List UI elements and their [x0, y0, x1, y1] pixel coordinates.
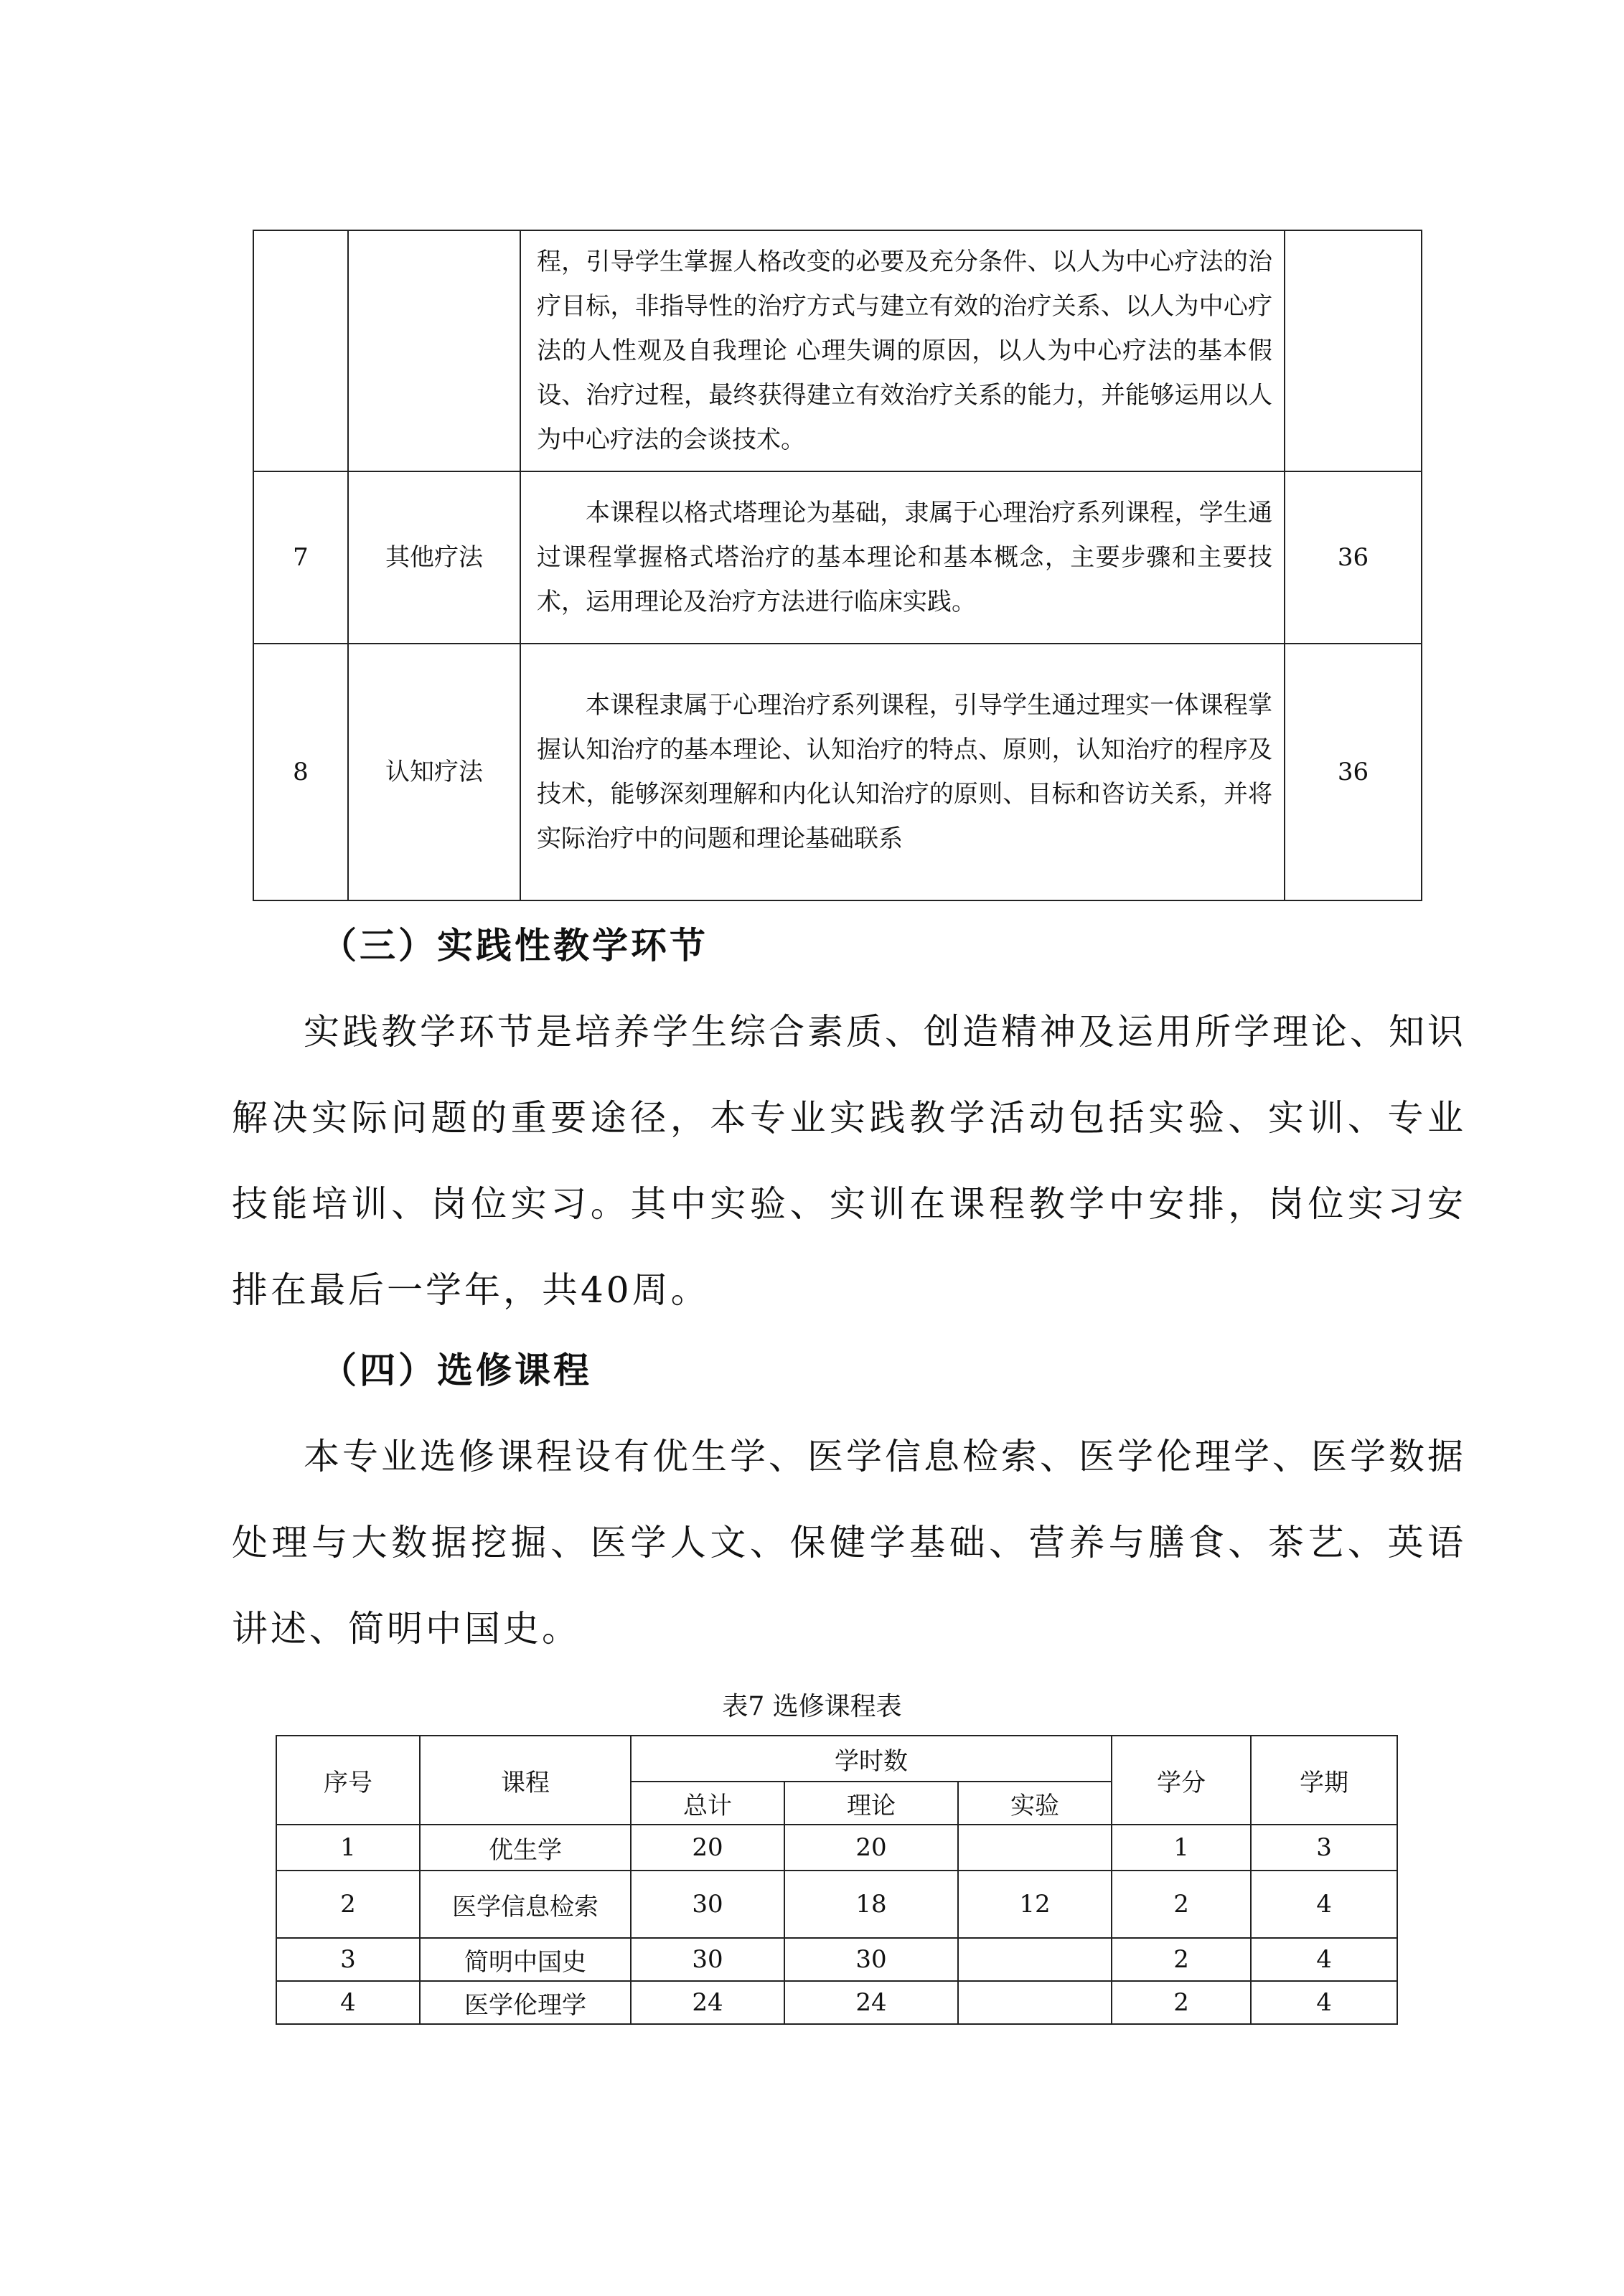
course-hours [1285, 230, 1422, 471]
cell-theory: 30 [784, 1938, 958, 1981]
header-lab: 实验 [958, 1782, 1112, 1825]
header-theory: 理论 [784, 1782, 958, 1825]
cell-lab [958, 1981, 1112, 2024]
cell-course: 优生学 [420, 1825, 631, 1871]
cell-term: 3 [1251, 1825, 1397, 1871]
cell-credits: 2 [1112, 1871, 1251, 1938]
table-header-row [276, 1736, 1397, 1782]
table-row [253, 644, 1422, 900]
cell-credits: 2 [1112, 1938, 1251, 1981]
header-credits: 学分 [1112, 1736, 1251, 1825]
cell-theory: 18 [784, 1871, 958, 1938]
header-course: 课程 [420, 1736, 631, 1825]
table-row [253, 230, 1422, 471]
cell-lab [958, 1938, 1112, 1981]
cell-term: 4 [1251, 1981, 1397, 2024]
cell-course: 医学伦理学 [420, 1981, 631, 2024]
cell-total: 24 [631, 1981, 784, 2024]
section-heading-practice: （三）实践性教学环节 [321, 924, 708, 966]
table-row [276, 1825, 1397, 1871]
cell-total: 30 [631, 1938, 784, 1981]
practice-paragraph: 实践教学环节是培养学生综合素质、创造精神及运用所学理论、知识解决实际问题的重要途径，本专业实践教学活动包括实验、实训、专业技能培训、岗位实习。其中实验、实训在课程教学中安排，岗位实习安排在最后一学年，共40周。 [232, 1011, 1466, 1311]
course-number: 8 [253, 644, 348, 900]
course-number: 7 [253, 471, 348, 644]
table-row [276, 1938, 1397, 1981]
cell-seq: 4 [276, 1981, 420, 2024]
table-row [253, 471, 1422, 644]
cell-lab: 12 [958, 1871, 1112, 1938]
cell-credits: 2 [1112, 1981, 1251, 2024]
cell-course: 简明中国史 [420, 1938, 631, 1981]
cell-term: 4 [1251, 1871, 1397, 1938]
table-row [276, 1871, 1397, 1938]
header-hours-group: 学时数 [631, 1736, 1112, 1782]
header-seq: 序号 [276, 1736, 420, 1825]
cell-total: 30 [631, 1871, 784, 1938]
course-table [253, 230, 1422, 901]
course-hours: 36 [1285, 644, 1422, 900]
course-number [253, 230, 348, 471]
course-name: 认知疗法 [348, 644, 520, 900]
cell-theory: 20 [784, 1825, 958, 1871]
table-caption: 表7 选修课程表 [722, 1692, 902, 1721]
cell-total: 20 [631, 1825, 784, 1871]
cell-seq: 1 [276, 1825, 420, 1871]
cell-lab [958, 1825, 1112, 1871]
elective-table [276, 1735, 1398, 2025]
cell-seq: 3 [276, 1938, 420, 1981]
course-name: 其他疗法 [348, 471, 520, 644]
cell-seq: 2 [276, 1871, 420, 1938]
course-description: 本课程隶属于心理治疗系列课程，引导学生通过理实一体课程掌握认知治疗的基本理论、认知治疗的特点、原则，认知治疗的程序及技术，能够深刻理解和内化认知治疗的原则、目标和咨访关系，并将实际治疗中的问题和理论基础联系 [520, 644, 1285, 900]
table-row [276, 1981, 1397, 2024]
section-heading-electives: （四）选修课程 [321, 1349, 592, 1391]
course-description: 本课程以格式塔理论为基础，隶属于心理治疗系列课程，学生通过课程掌握格式塔治疗的基本理论和基本概念，主要步骤和主要技术，运用理论及治疗方法进行临床实践。 [520, 471, 1285, 644]
cell-course: 医学信息检索 [420, 1871, 631, 1938]
cell-theory: 24 [784, 1981, 958, 2024]
cell-credits: 1 [1112, 1825, 1251, 1871]
header-term: 学期 [1251, 1736, 1397, 1825]
electives-paragraph: 本专业选修课程设有优生学、医学信息检索、医学伦理学、医学数据处理与大数据挖掘、医学人文、保健学基础、营养与膳食、茶艺、英语讲述、简明中国史。 [232, 1436, 1466, 1650]
course-description: 程，引导学生掌握人格改变的必要及充分条件、以人为中心疗法的治疗目标，非指导性的治疗方式与建立有效的治疗关系、以人为中心疗法的人性观及自我理论 心理失调的原因，以人为中心疗法的基本假设、治疗过程，最终获得建立有效治疗关系的能力，并能够运用以人为中心疗法的会谈技术。 [520, 230, 1285, 471]
course-hours: 36 [1285, 471, 1422, 644]
cell-term: 4 [1251, 1938, 1397, 1981]
header-total: 总计 [631, 1782, 784, 1825]
course-name [348, 230, 520, 471]
